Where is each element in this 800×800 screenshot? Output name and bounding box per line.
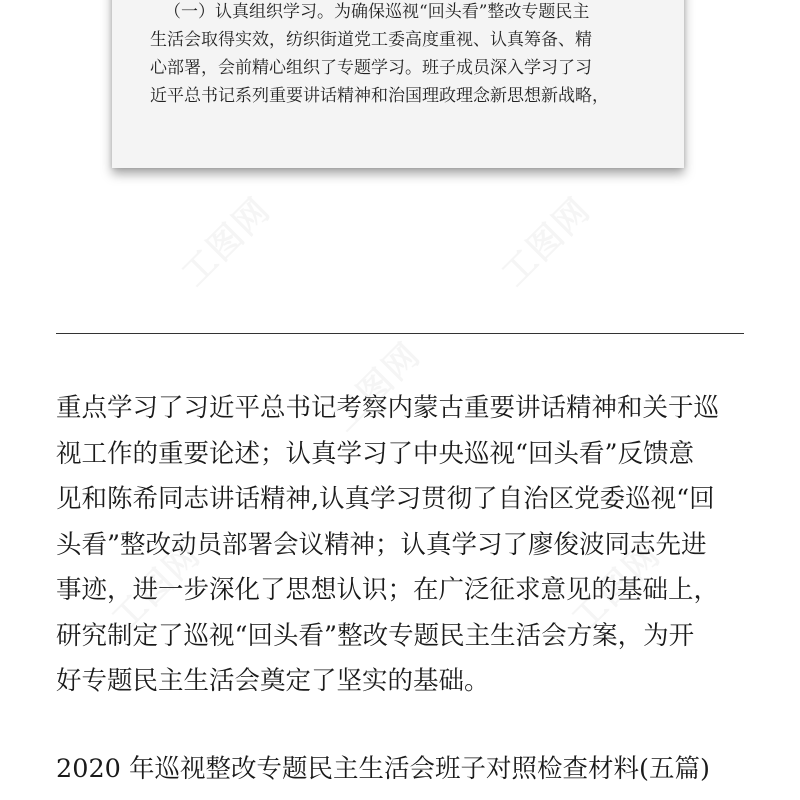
body-line: 头看”整改动员部署会议精神；认真学习了廖俊波同志先进 <box>56 529 707 560</box>
document-title: 2020 年巡视整改专题民主生活会班子对照检查材料(五篇) <box>56 754 710 784</box>
body-line: 重点学习了习近平总书记考察内蒙古重要讲话精神和关于巡 <box>56 393 720 423</box>
preview-line: （一）认真组织学习。为确保巡视“回头看”整改专题民主 <box>164 2 590 22</box>
document-preview-text <box>150 0 650 110</box>
preview-line: 心部署，会前精心组织了专题学习。班子成员深入学习了习 <box>150 58 592 78</box>
watermark <box>488 184 599 295</box>
body-line: 见和陈希同志讲话精神,认真学习贯彻了自治区党委巡视“回 <box>56 484 715 514</box>
body-line: 视工作的重要论述；认真学习了中央巡视“回头看”反馈意 <box>56 438 695 469</box>
document-body <box>56 386 756 705</box>
body-line: 事迹，进一步深化了思想认识；在广泛征求意见的基础上， <box>56 575 720 605</box>
section-divider <box>56 333 744 334</box>
body-line: 研究制定了巡视“回头看”整改专题民主生活会方案，为开 <box>56 620 695 651</box>
preview-line: 近平总书记系列重要讲话精神和治国理政理念新思想新战略， <box>150 86 609 106</box>
body-line: 好专题民主生活会奠定了坚实的基础。 <box>56 666 490 696</box>
preview-line: 生活会取得实效，纺织街道党工委高度重视、认真筹备、精 <box>150 30 592 50</box>
watermark <box>168 184 279 295</box>
